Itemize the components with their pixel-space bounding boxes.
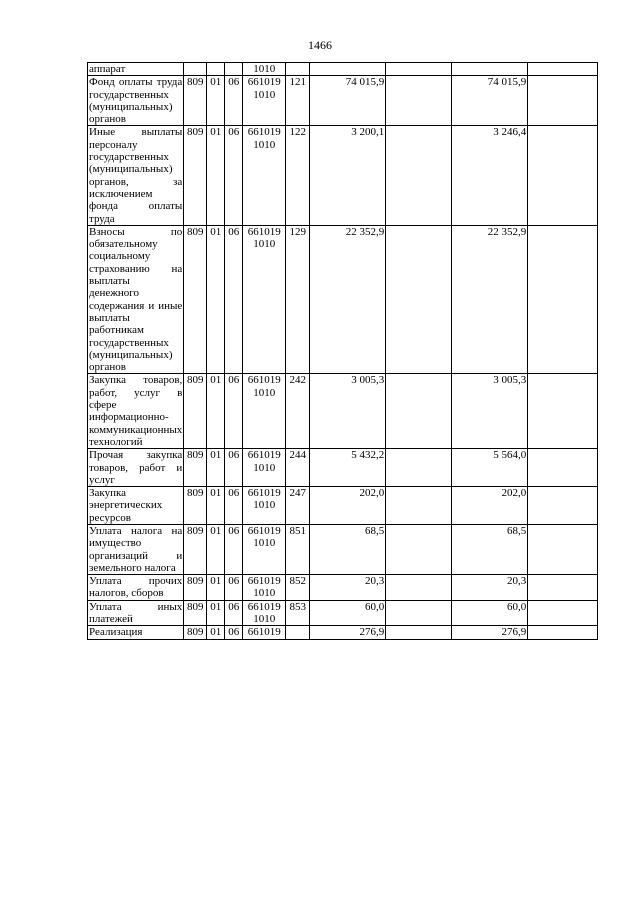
- row-section-cell: [207, 63, 225, 76]
- row-section-cell: 01: [207, 600, 225, 626]
- table-row: [88, 487, 598, 525]
- row-subsection-cell: 06: [225, 449, 243, 487]
- row-section-cell: 01: [207, 126, 225, 225]
- row-target-article-cell: 661019 1010: [243, 126, 286, 225]
- row-amount-4-cell: [528, 487, 598, 525]
- row-expense-type-cell: 247: [286, 487, 310, 525]
- budget-table: [87, 62, 598, 640]
- row-name-cell: Реализация: [88, 626, 184, 639]
- row-amount-4-cell: [528, 600, 598, 626]
- row-expense-type-cell: [286, 63, 310, 76]
- row-amount-4-cell: [528, 126, 598, 225]
- row-amount-3-cell: 202,0: [452, 487, 528, 525]
- row-expense-type-cell: 852: [286, 575, 310, 601]
- table-row: [88, 126, 598, 225]
- row-expense-type-cell: 244: [286, 449, 310, 487]
- table-row: [88, 575, 598, 601]
- row-amount-4-cell: [528, 76, 598, 126]
- row-amount-4-cell: [528, 63, 598, 76]
- row-name-cell: Закупка энергетических ресурсов: [88, 487, 184, 525]
- row-amount-1-cell: 5 432,2: [310, 449, 386, 487]
- row-amount-1-cell: [310, 63, 386, 76]
- row-amount-1-cell: 22 352,9: [310, 225, 386, 374]
- row-name-cell: Уплата иных платежей: [89, 600, 183, 626]
- row-amount-2-cell: [386, 63, 452, 76]
- row-ministry-code-cell: 809: [184, 449, 207, 487]
- table-row: [88, 449, 598, 487]
- row-ministry-code-cell: 809: [184, 524, 207, 574]
- row-subsection-cell: 06: [225, 225, 243, 374]
- row-amount-1-cell: 3 005,3: [310, 374, 386, 449]
- table-row: [88, 600, 598, 626]
- row-ministry-code-cell: 809: [184, 225, 207, 374]
- row-name-cell: Уплата прочих налогов, сборов: [89, 575, 183, 600]
- row-name-cell: Фонд оплаты труда государственных (муниципальных) органов: [89, 76, 183, 126]
- row-target-article-cell: 661019 1010: [243, 575, 286, 601]
- row-amount-1-cell: 3 200,1: [310, 126, 386, 225]
- row-section-cell: 01: [207, 449, 225, 487]
- row-amount-3-cell: 60,0: [452, 600, 528, 626]
- row-amount-1-cell: 74 015,9: [310, 76, 386, 126]
- row-amount-1-cell: 202,0: [310, 487, 386, 525]
- row-target-article-cell: 661019 1010: [243, 600, 286, 626]
- row-subsection-cell: 06: [225, 374, 243, 449]
- table-row: [88, 374, 598, 449]
- row-amount-4-cell: [528, 524, 598, 574]
- row-amount-2-cell: [386, 126, 452, 225]
- row-amount-2-cell: [386, 575, 452, 601]
- row-amount-4-cell: [528, 626, 598, 639]
- row-amount-2-cell: [386, 626, 452, 639]
- table-row: [88, 63, 598, 76]
- row-target-article-cell: 661019 1010: [243, 487, 286, 525]
- row-amount-2-cell: [386, 600, 452, 626]
- table-row: [88, 225, 598, 374]
- row-amount-2-cell: [386, 449, 452, 487]
- row-ministry-code-cell: 809: [184, 626, 207, 639]
- row-amount-2-cell: [386, 374, 452, 449]
- row-amount-2-cell: [386, 225, 452, 374]
- row-section-cell: 01: [207, 374, 225, 449]
- row-expense-type-cell: [286, 626, 310, 639]
- row-ministry-code-cell: 809: [184, 487, 207, 525]
- row-subsection-cell: 06: [225, 524, 243, 574]
- row-subsection-cell: 06: [225, 575, 243, 601]
- row-expense-type-cell: 242: [286, 374, 310, 449]
- table-row: [88, 76, 598, 126]
- row-expense-type-cell: 121: [286, 76, 310, 126]
- row-section-cell: 01: [207, 76, 225, 126]
- table-row: [88, 524, 598, 574]
- row-amount-1-cell: 68,5: [310, 524, 386, 574]
- row-target-article-cell: 661019 1010: [243, 524, 286, 574]
- row-name-cell: Прочая закупка товаров, работ и услуг: [89, 449, 183, 486]
- row-amount-1-cell: 276,9: [310, 626, 386, 639]
- row-target-article-cell: 661019 1010: [243, 374, 286, 449]
- row-section-cell: 01: [207, 487, 225, 525]
- row-ministry-code-cell: 809: [184, 600, 207, 626]
- row-amount-3-cell: 22 352,9: [452, 225, 528, 374]
- row-amount-3-cell: 5 564,0: [452, 449, 528, 487]
- row-name-cell: Взносы по обязательному социальному страхованию на выплаты денежного содержания и иные выплаты работникам государственных (муниципальных) органов: [89, 225, 183, 374]
- row-section-cell: 01: [207, 575, 225, 601]
- row-amount-3-cell: 20,3: [452, 575, 528, 601]
- row-section-cell: 01: [207, 524, 225, 574]
- row-subsection-cell: 06: [225, 626, 243, 639]
- row-target-article-cell: 661019 1010: [243, 225, 286, 374]
- row-amount-4-cell: [528, 449, 598, 487]
- row-target-article-cell: 661019: [243, 626, 286, 639]
- row-ministry-code-cell: 809: [184, 126, 207, 225]
- row-subsection-cell: 06: [225, 76, 243, 126]
- row-name-cell: Иные выплаты персоналу государственных (муниципальных) органов, за исключением фонда оплаты труда: [89, 126, 183, 225]
- row-amount-3-cell: 74 015,9: [452, 76, 528, 126]
- row-amount-3-cell: 68,5: [452, 524, 528, 574]
- row-section-cell: 01: [207, 225, 225, 374]
- row-ministry-code-cell: 809: [184, 76, 207, 126]
- row-amount-3-cell: [452, 63, 528, 76]
- row-ministry-code-cell: 809: [184, 575, 207, 601]
- row-amount-3-cell: 3 246,4: [452, 126, 528, 225]
- row-amount-2-cell: [386, 487, 452, 525]
- row-target-article-cell: 661019 1010: [243, 449, 286, 487]
- row-name-cell: Закупка товаров, работ, услуг в сфере информационно-коммуникационных технологий: [89, 374, 183, 448]
- table-row: [88, 626, 598, 639]
- page-number: 1466: [308, 38, 332, 52]
- row-subsection-cell: [225, 63, 243, 76]
- row-target-article-cell: 1010: [243, 63, 286, 76]
- row-expense-type-cell: 129: [286, 225, 310, 374]
- row-amount-2-cell: [386, 76, 452, 126]
- row-section-cell: 01: [207, 626, 225, 639]
- row-ministry-code-cell: [184, 63, 207, 76]
- row-subsection-cell: 06: [225, 487, 243, 525]
- row-amount-2-cell: [386, 524, 452, 574]
- row-expense-type-cell: 851: [286, 524, 310, 574]
- row-amount-4-cell: [528, 225, 598, 374]
- row-ministry-code-cell: 809: [184, 374, 207, 449]
- row-target-article-cell: 661019 1010: [243, 76, 286, 126]
- row-expense-type-cell: 853: [286, 600, 310, 626]
- table-body: [88, 63, 598, 640]
- row-name-cell: аппарат: [88, 63, 184, 76]
- row-amount-4-cell: [528, 374, 598, 449]
- row-amount-3-cell: 276,9: [452, 626, 528, 639]
- row-amount-1-cell: 60,0: [310, 600, 386, 626]
- row-subsection-cell: 06: [225, 600, 243, 626]
- row-amount-3-cell: 3 005,3: [452, 374, 528, 449]
- row-name-cell: Уплата налога на имущество организаций и земельного налога: [89, 524, 183, 574]
- row-subsection-cell: 06: [225, 126, 243, 225]
- row-amount-4-cell: [528, 575, 598, 601]
- row-expense-type-cell: 122: [286, 126, 310, 225]
- row-amount-1-cell: 20,3: [310, 575, 386, 601]
